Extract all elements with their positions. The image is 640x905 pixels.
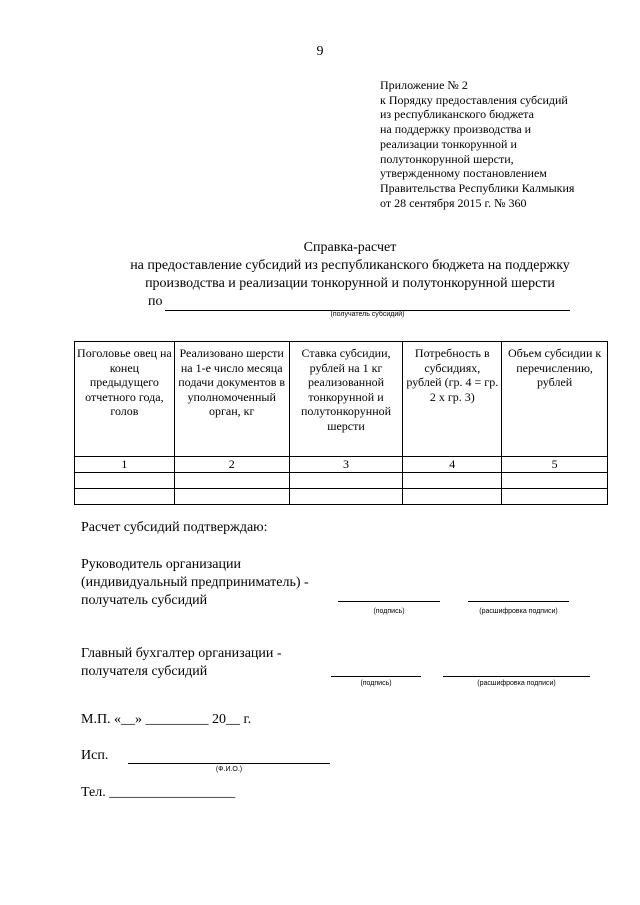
annex-line: полутонкорунной шерсти, [380,151,514,166]
table-cell[interactable] [502,473,608,489]
table-cell[interactable] [403,489,502,505]
title-line-2: на предоставление субсидий из республиканского бюджета на поддержку [130,258,570,273]
table-header-row [75,342,608,457]
table-cell[interactable] [174,473,289,489]
annex-line: реализации тонкорунной и [380,136,517,151]
executor-label: Исп. [81,748,109,763]
header-cell: Ставка субсидии, рублей на 1 кг реализованной тонкорунной и полутонкорунной шерсти [289,342,403,457]
annex-line: Правительства Республики Калмыкия [380,180,575,195]
column-number: 3 [289,457,403,473]
title-line-1: Справка-расчет [303,240,397,255]
annex-line: утвержденному постановлением [380,166,547,181]
head-decode-caption: (расшифровка подписи) [479,608,558,615]
head-decode-line[interactable] [468,601,569,602]
document-title [60,239,640,293]
table-cell[interactable] [75,489,175,505]
column-number: 2 [174,457,289,473]
header-cell: Потребность в субсидиях, рублей (гр. 4 = гр. 2 х гр. 3) [403,342,502,457]
table-cell[interactable] [289,473,403,489]
head-line-3: получатель субсидий [81,593,208,608]
accountant-block [81,645,282,681]
accountant-line-1: Главный бухгалтер организации - [81,646,282,661]
header-cell: Реализовано шерсти на 1-е число месяца подачи документов в уполномоченный орган, кг [174,342,289,457]
recipient-caption: (получатель субсидий) [330,311,405,318]
annex-line: от 28 сентября 2015 г. № 360 [380,195,527,210]
po-label: по [148,294,163,309]
page-number: 9 [316,44,324,59]
executor-name-line[interactable] [128,763,330,764]
table-row [75,489,608,505]
annex-line: на поддержку производства и [380,122,532,137]
table-cell[interactable] [502,489,608,505]
head-block [81,556,309,610]
accountant-decode-caption: (расшифровка подписи) [477,680,556,687]
executor-caption: (Ф.И.О.) [215,766,243,773]
header-cell: Поголовье овец на конец предыдущего отчетного года, голов [75,342,175,457]
table-cell[interactable] [289,489,403,505]
accountant-signature-caption: (подпись) [360,680,392,687]
phone-line: Тел. __________________ [81,785,236,800]
table-cell[interactable] [174,489,289,505]
accountant-signature-line[interactable] [331,676,421,677]
accountant-line-2: получателя субсидий [81,664,208,679]
head-line-1: Руководитель организации [81,557,241,572]
stamp-date-line: М.П. «__» _________ 20__ г. [81,712,252,727]
confirm-text: Расчет субсидий подтверждаю: [81,520,268,535]
column-number: 1 [75,457,175,473]
header-cell: Объем субсидии к перечислению, рублей [502,342,608,457]
annex-line: к Порядку предоставления субсидий [380,92,568,107]
subsidy-table [74,341,608,505]
annex-line: из республиканского бюджета [380,107,534,122]
column-number: 5 [502,457,608,473]
column-number: 4 [403,457,502,473]
head-signature-line[interactable] [338,601,440,602]
table-cell[interactable] [75,473,175,489]
annex-block [380,78,574,210]
title-line-3: производства и реализации тонкорунной и полутонкорунной шерсти [145,276,555,291]
head-line-2: (индивидуальный предприниматель) - [81,575,309,590]
annex-line: Приложение № 2 [380,78,468,92]
table-row [75,473,608,489]
table-cell[interactable] [403,473,502,489]
table-number-row [75,457,608,473]
accountant-decode-line[interactable] [443,676,590,677]
head-signature-caption: (подпись) [373,608,405,615]
